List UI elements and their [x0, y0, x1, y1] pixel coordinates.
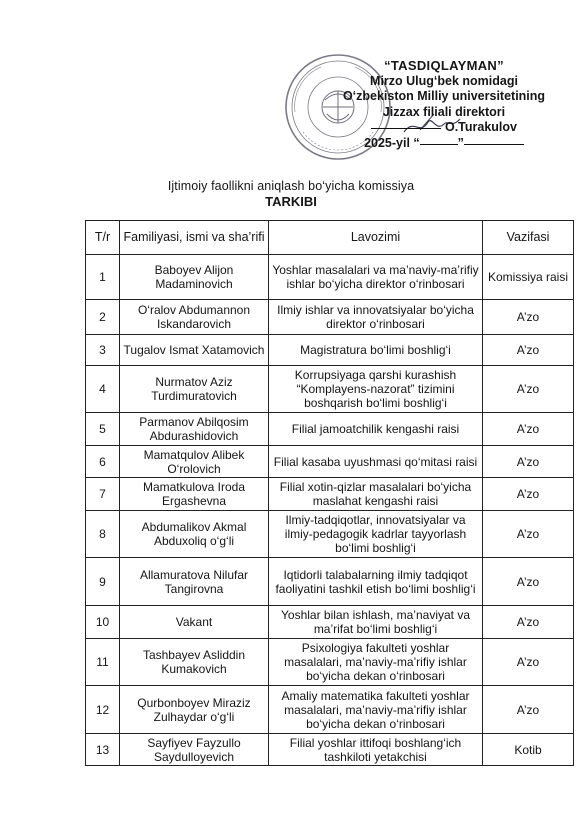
cell-role: A’zo [483, 300, 574, 335]
cell-name: Allamuratova Nilufar Tangirovna [120, 558, 269, 606]
table-row [86, 686, 574, 734]
cell-position: Amaliy matematika fakulteti yoshlar masalalari, ma’naviy-ma’rifiy ishlar bo‘yicha dekan o‘rinbosari [269, 686, 483, 734]
table-row [86, 413, 574, 446]
approval-line-2: O‘zbekiston Milliy universitetining [342, 89, 546, 103]
cell-number: 6 [86, 446, 120, 478]
cell-position: Filial xotin-qizlar masalalari bo‘yicha maslahat kengashi raisi [269, 478, 483, 511]
cell-role: A’zo [483, 335, 574, 366]
approval-signer: O.Turakulov [444, 120, 517, 134]
table-header-row [86, 221, 574, 255]
approval-block [318, 58, 570, 151]
document-title [0, 178, 582, 210]
table-row [86, 335, 574, 366]
cell-name: Nurmatov Aziz Turdimuratovich [120, 366, 269, 413]
cell-role: A’zo [483, 606, 574, 639]
approval-date-year: 2025-yil “ [364, 135, 420, 150]
cell-name: Vakant [120, 606, 269, 639]
document-title-line-1: Ijtimoiy faollikni aniqlash bo‘yicha komissiya [167, 179, 415, 193]
date-day-blank [420, 144, 458, 145]
table-row [86, 255, 574, 300]
cell-number: 12 [86, 686, 120, 734]
cell-number: 1 [86, 255, 120, 300]
header-role: Vazifasi [483, 221, 574, 255]
table-row [86, 366, 574, 413]
cell-position: Filial jamoatchilik kengashi raisi [269, 413, 483, 446]
cell-role: Kotib [483, 734, 574, 766]
cell-number: 11 [86, 639, 120, 686]
approval-date-quote: ” [457, 135, 464, 150]
cell-position: Yoshlar masalalari va ma’naviy-ma’rifiy ishlar bo‘yicha direktor o‘rinbosari [269, 255, 483, 300]
approval-signature-line [318, 120, 570, 136]
table-row [86, 558, 574, 606]
cell-number: 4 [86, 366, 120, 413]
approval-line-1: Mirzo Ulug‘bek nomidagi [370, 73, 518, 88]
cell-name: Parmanov Abilqosim Abdurashidovich [120, 413, 269, 446]
table-row [86, 300, 574, 335]
table-row [86, 511, 574, 558]
cell-name: Tashbayev Asliddin Kumakovich [120, 639, 269, 686]
cell-role: A’zo [483, 446, 574, 478]
header-number: T/r [86, 221, 120, 255]
cell-position: Magistratura bo‘limi boshlig‘i [269, 335, 483, 366]
table-row [86, 606, 574, 639]
cell-name: Qurbonboyev Miraziz Zulhaydar o‘g‘li [120, 686, 269, 734]
cell-name: Baboyev Alijon Madaminovich [120, 255, 269, 300]
cell-position: Ilmiy-tadqiqotlar, innovatsiyalar va ilmiy-pedagogik kadrlar tayyorlash bo‘limi boshlig‘i [269, 511, 483, 558]
cell-position: Ilmiy ishlar va innovatsiyalar bo‘yicha direktor o‘rinbosari [269, 300, 483, 335]
cell-number: 9 [86, 558, 120, 606]
cell-name: Sayfiyev Fayzullo Saydulloyevich [120, 734, 269, 766]
header-name: Familiyasi, ismi va sha’rifi [120, 221, 269, 255]
approval-heading: “TASDIQLAYMAN” [384, 58, 504, 73]
cell-role: A’zo [483, 478, 574, 511]
signature-blank [371, 128, 441, 129]
cell-position: Korrupsiyaga qarshi kurashish “Komplayens-nazorat” tizimini boshqarish bo‘limi boshlig‘i [269, 366, 483, 413]
cell-name: Mamatqulov Alibek O‘rolovich [120, 446, 269, 478]
date-month-blank [464, 144, 524, 145]
approval-date-line [318, 136, 570, 152]
cell-number: 2 [86, 300, 120, 335]
cell-position: Yoshlar bilan ishlash, ma’naviyat va ma’rifat bo‘limi boshlig‘i [269, 606, 483, 639]
table-row [86, 478, 574, 511]
cell-position: Filial kasaba uyushmasi qo‘mitasi raisi [269, 446, 483, 478]
cell-number: 5 [86, 413, 120, 446]
cell-role: A’zo [483, 366, 574, 413]
cell-position: Iqtidorli talabalarning ilmiy tadqiqot faoliyatini tashkil etish bo‘limi boshlig‘i [269, 558, 483, 606]
approval-line-3: Jizzax filiali direktori [382, 104, 506, 119]
table-row [86, 734, 574, 766]
cell-role: A’zo [483, 558, 574, 606]
commission-table [85, 220, 574, 766]
cell-name: Abdumalikov Akmal Abduxoliq o‘g‘li [120, 511, 269, 558]
cell-role: Komissiya raisi [483, 255, 574, 300]
document-title-line-2: TARKIBI [265, 194, 317, 209]
cell-name: Tugalov Ismat Xatamovich [120, 335, 269, 366]
cell-number: 13 [86, 734, 120, 766]
cell-name: O‘ralov Abdumannon Iskandarovich [120, 300, 269, 335]
cell-role: A’zo [483, 511, 574, 558]
cell-role: A’zo [483, 686, 574, 734]
cell-number: 8 [86, 511, 120, 558]
cell-role: A’zo [483, 413, 574, 446]
header-position: Lavozimi [269, 221, 483, 255]
cell-number: 3 [86, 335, 120, 366]
cell-position: Psixologiya fakulteti yoshlar masalalari, ma’naviy-ma’rifiy ishlar bo‘yicha dekan o‘rinbosari [269, 639, 483, 686]
cell-number: 10 [86, 606, 120, 639]
cell-name: Mamatkulova Iroda Ergashevna [120, 478, 269, 511]
cell-number: 7 [86, 478, 120, 511]
cell-position: Filial yoshlar ittifoqi boshlang‘ich tashkiloti yetakchisi [269, 734, 483, 766]
table-row [86, 446, 574, 478]
table-row [86, 639, 574, 686]
cell-role: A’zo [483, 639, 574, 686]
